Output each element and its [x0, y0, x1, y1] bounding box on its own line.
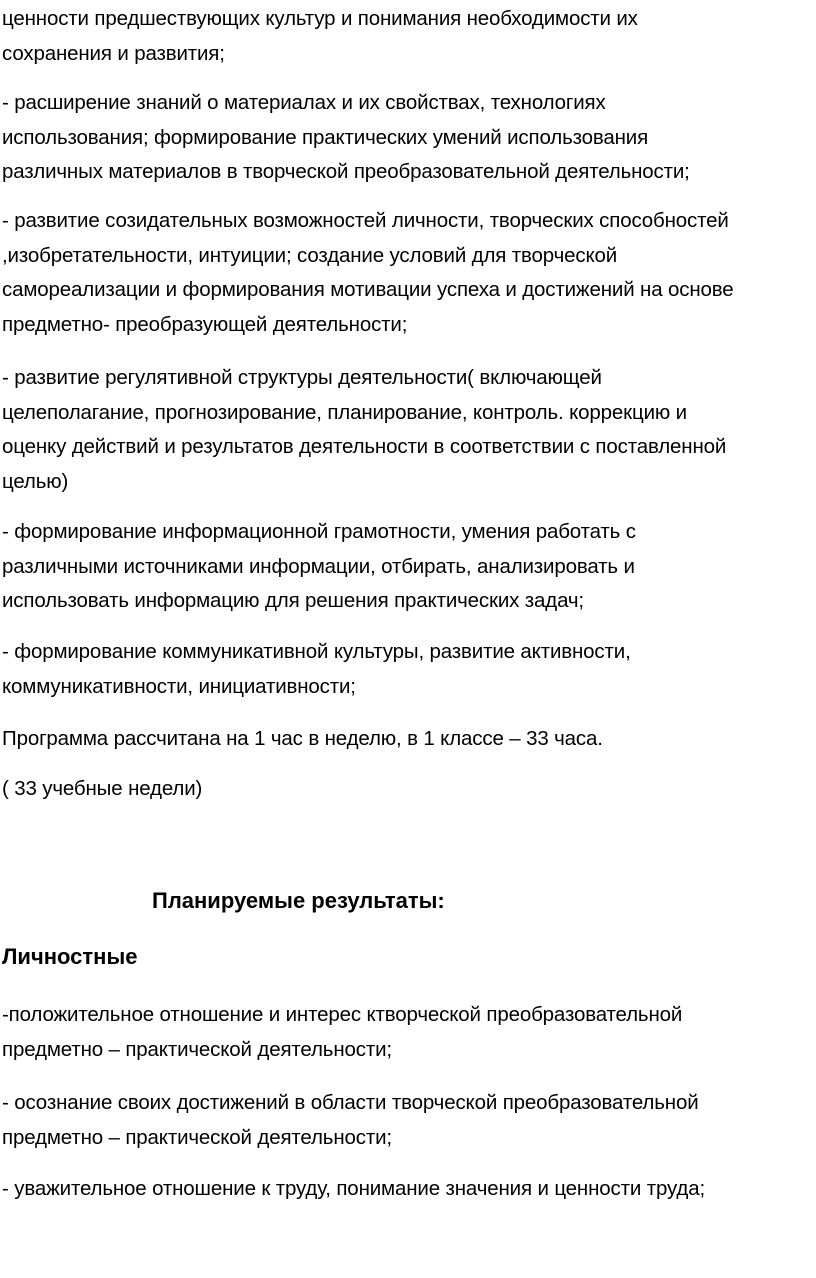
- text-line: сохранения и развития;: [2, 41, 225, 65]
- paragraph-regulative-structure: [2, 361, 814, 499]
- text-line: - формирование информационной грамотности, умения работать с: [2, 520, 636, 543]
- paragraph-creative-abilities: [2, 204, 814, 342]
- text-line: различными источниками информации, отбирать, анализировать и: [2, 554, 635, 578]
- text-line: - осознание своих достижений в области творческой преобразовательной: [2, 1091, 699, 1114]
- paragraph-positive-attitude: [2, 998, 814, 1067]
- text-line: - развитие созидательных возможностей личности, творческих способностей: [2, 209, 729, 232]
- paragraph-information-literacy: [2, 515, 814, 619]
- text-line: предметно – практической деятельности;: [2, 1037, 392, 1061]
- paragraph-cultural-values: [2, 2, 814, 71]
- paragraph-respect-labor: [2, 1172, 814, 1207]
- text-line: ценности предшествующих культур и понимания необходимости их: [2, 7, 638, 30]
- text-line: предметно – практической деятельности;: [2, 1125, 392, 1149]
- text-line: самореализации и формирования мотивации успеха и достижений на основе: [2, 278, 734, 301]
- paragraph-study-weeks: [2, 772, 814, 807]
- paragraph-program-hours: [2, 722, 814, 757]
- text-line: ( 33 учебные недели): [2, 777, 203, 800]
- section-heading: Планируемые результаты:: [152, 888, 445, 913]
- text-line: ,изобретательности, интуиции; создание условий для творческой: [2, 243, 618, 267]
- subsection-heading: Личностные: [2, 944, 138, 969]
- text-line: коммуникативности, инициативности;: [2, 674, 356, 698]
- text-line: использования; формирование практических умений использования: [2, 125, 649, 149]
- text-line: различных материалов в творческой преобразовательной деятельности;: [2, 160, 690, 183]
- paragraph-awareness-achievements: [2, 1086, 814, 1155]
- text-line: использовать информацию для решения практических задач;: [2, 589, 584, 612]
- text-line: - формирование коммуникативной культуры, развитие активности,: [2, 640, 631, 663]
- text-line: - уважительное отношение к труду, понимание значения и ценности труда;: [2, 1177, 705, 1200]
- text-line: -положительное отношение и интерес ктворческой преобразовательной: [2, 1003, 683, 1026]
- text-line: Программа рассчитана на 1 час в неделю, в 1 классе – 33 часа.: [2, 727, 603, 750]
- text-line: оценку действий и результатов деятельности в соответствии с поставленной: [2, 435, 727, 458]
- paragraph-communicative-culture: [2, 635, 814, 704]
- text-line: - расширение знаний о материалах и их свойствах, технологиях: [2, 91, 606, 114]
- paragraph-materials-knowledge: [2, 86, 814, 190]
- text-line: - развитие регулятивной структуры деятельности( включающей: [2, 366, 602, 389]
- text-line: целеполагание, прогнозирование, планирование, контроль. коррекцию и: [2, 400, 687, 424]
- text-line: предметно- преобразующей деятельности;: [2, 312, 408, 336]
- text-line: целью): [2, 469, 69, 493]
